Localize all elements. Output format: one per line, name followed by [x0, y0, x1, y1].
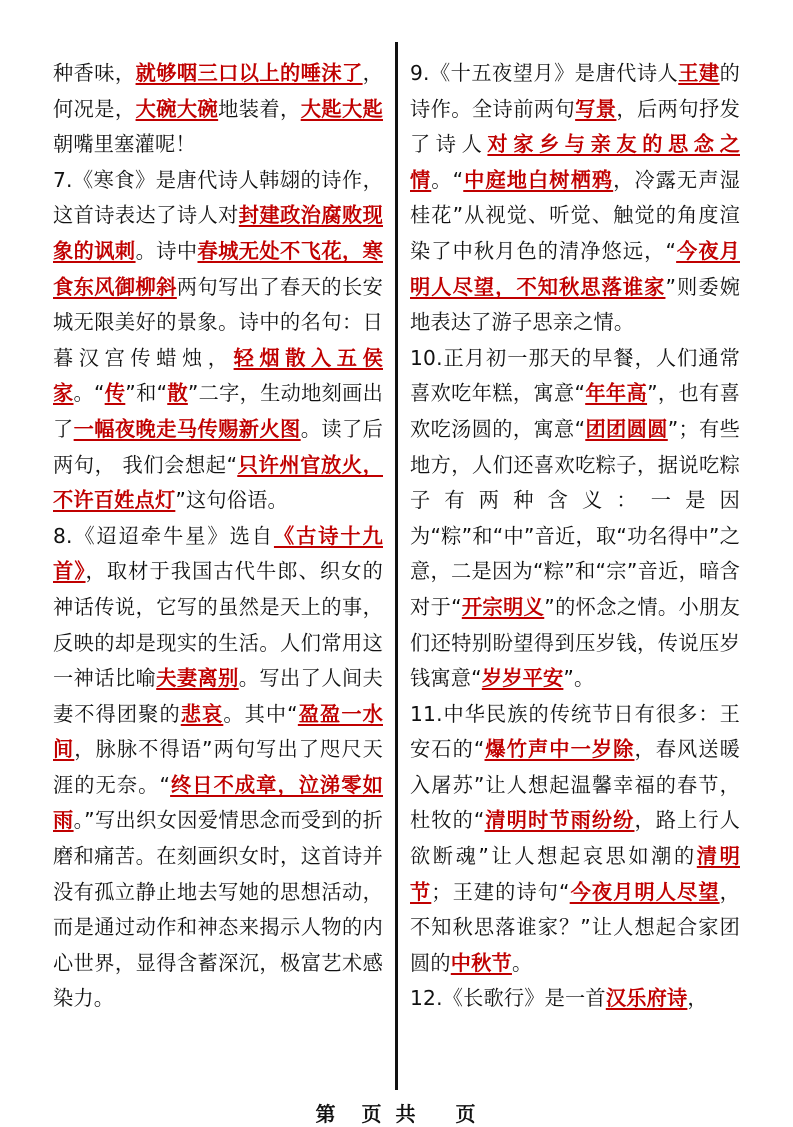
answer-text: 夫妻离别 [156, 666, 239, 691]
answer-text: 岁岁平安 [481, 666, 564, 691]
paragraph [53, 519, 383, 1017]
answer-text: 对家乡与亲友的思念之情 [410, 132, 740, 192]
answer-text: 写景 [575, 96, 617, 121]
text-run: 。“ [73, 381, 105, 406]
text-run: ，春风送暖入屠苏”让人想起温馨幸福的春节，杜牧的“ [410, 737, 740, 833]
answer-text: 清明时节雨纷纷 [484, 808, 635, 833]
text-run: ，何况是， [53, 61, 383, 121]
text-run: ”。 [563, 666, 595, 691]
footer-ye: 页 [361, 1102, 384, 1126]
answer-text: 《古诗十九首》 [53, 523, 383, 584]
paragraph [53, 56, 383, 163]
text-run: ；王建的诗句“ [431, 879, 570, 904]
text-run: ”则委婉地表达了游子思亲之情。 [410, 274, 740, 335]
text-run: 12.《长歌行》是一首 [410, 986, 606, 1011]
paragraph [410, 56, 740, 341]
text-run: 。”写出织女因爱情思念而受到的折磨和痛苦。在刻画织女时，这首诗并没有孤立静止地去写她的思想活动，而是通过动作和神态来揭示人物的内心世界，显得含蓄深沉，极富艺术感染力。 [53, 808, 383, 1011]
text-run: 。“ [431, 167, 464, 192]
text-run: 9.《十五夜望月》是唐代诗人 [410, 61, 679, 85]
answer-text: 汉乐府诗 [605, 986, 688, 1011]
footer-di: 第 [315, 1102, 338, 1126]
answer-text: 就够咽三口以上的唾沫了 [135, 61, 363, 85]
answer-text: 春城无处不飞花，寒食东风御柳斜 [53, 238, 383, 299]
answer-text: 年年高 [585, 381, 648, 406]
footer-gong: 共 [395, 1102, 418, 1126]
text-run: ，路上行人欲断魂”让人想起哀思如潮的 [410, 808, 740, 869]
text-run: ”二字，生动地刻画出了 [53, 381, 384, 441]
right-column [410, 56, 740, 1017]
text-run: ”的怀念之情。小朋友们还特别盼望得到压岁钱，传说压岁钱寓意“ [410, 594, 740, 691]
text-run: 地装着， [218, 96, 301, 121]
text-run: ”这句俗语。 [175, 488, 288, 513]
text-run: 。写出了人间夫妻不得团聚的 [53, 666, 383, 726]
answer-text: 轻烟散入五侯家 [53, 345, 383, 406]
text-run: 两句写出了春天的长安城无限美好的景象。诗中的名句：日暮汉宫传蜡烛， [53, 274, 383, 370]
answer-text: 中秋节 [450, 950, 512, 975]
text-run: 8.《迢迢牵牛星》选自 [53, 523, 274, 548]
text-run: ，取材于我国古代牛郎、织女的神话传说，它写的虽然是天上的事，反映的却是现实的生活。人们常用这一神话比喻 [53, 559, 383, 691]
paragraph [410, 981, 740, 1017]
text-run: 的诗作。全诗前两句 [410, 61, 741, 121]
answer-text: 封建政治腐败现象的讽刺 [53, 203, 383, 263]
text-run: 10.正月初一那天的早餐，人们通常喜欢吃年糕，寓意“ [410, 345, 740, 406]
text-run: ，脉脉不得语”两句写出了咫尺天涯的无奈。“ [53, 737, 383, 797]
answer-text: 传 [104, 381, 126, 406]
answer-text: 悲哀 [180, 701, 224, 726]
text-run: 。 [511, 950, 533, 975]
text-run: 11.中华民族的传统节日有很多：王安石的“ [410, 701, 740, 762]
answer-text: 今夜月明人尽望，不知秋思落谁家 [410, 238, 740, 299]
answer-text: 清明节 [410, 844, 740, 904]
answer-text: 爆竹声中一岁除 [484, 737, 635, 762]
answer-text: 终日不成章，泣涕零如雨 [53, 772, 383, 833]
answer-text: 盈盈一水间 [53, 701, 383, 762]
answer-text: 一幅夜晚走马传赐新火图 [73, 416, 301, 441]
text-run: ，不知秋思落谁家？”让人想起合家团圆的 [410, 879, 740, 975]
text-run: ，后两句抒发了诗人 [410, 96, 740, 157]
answer-text: 王建 [678, 61, 720, 85]
page-footer [0, 1098, 793, 1127]
text-run: ，冷露无声湿桂花”从视觉、听觉、触觉的角度渲染了中秋月色的清净悠远，“ [410, 167, 741, 263]
text-run: 。诗中 [135, 238, 198, 263]
answer-text: 中庭地白树栖鸦 [463, 167, 614, 192]
text-run: 朝嘴里塞灌呢！ [53, 132, 196, 157]
text-run: 7.《寒食》是唐代诗人韩翃的诗作，这首诗表达了诗人对 [53, 167, 383, 228]
text-run: 。读了后两句， 我们会想起“ [53, 416, 383, 477]
answer-text: 开宗明义 [461, 594, 545, 619]
text-run: 。其中“ [223, 701, 298, 726]
footer-ye2: 页 [455, 1102, 478, 1126]
text-run: ”；有些地方，人们还喜欢吃粽子，据说吃粽子有两种含义：一是因为“粽”和“中”音近，取“功名得中”之意，二是因为“粽”和“宗”音近，暗含对于“ [410, 416, 740, 619]
text-run: ， [687, 986, 708, 1011]
text-run: ”，也有喜欢吃汤圆的，寓意“ [410, 381, 740, 441]
answer-text: 大碗大碗 [135, 96, 219, 121]
left-column [53, 56, 383, 1017]
answer-text: 散 [167, 381, 188, 406]
answer-text: 今夜月明人尽望 [569, 879, 720, 904]
answer-text: 大匙大匙 [300, 96, 383, 121]
text-run: ”和“ [125, 381, 168, 406]
paragraph [53, 163, 383, 519]
column-divider [395, 42, 398, 1090]
text-run: 种香味， [53, 61, 136, 85]
answer-text: 团团圆圆 [585, 416, 668, 441]
paragraph [410, 341, 740, 697]
paragraph [410, 697, 740, 982]
answer-text: 只许州官放火，不许百姓点灯 [53, 452, 383, 513]
